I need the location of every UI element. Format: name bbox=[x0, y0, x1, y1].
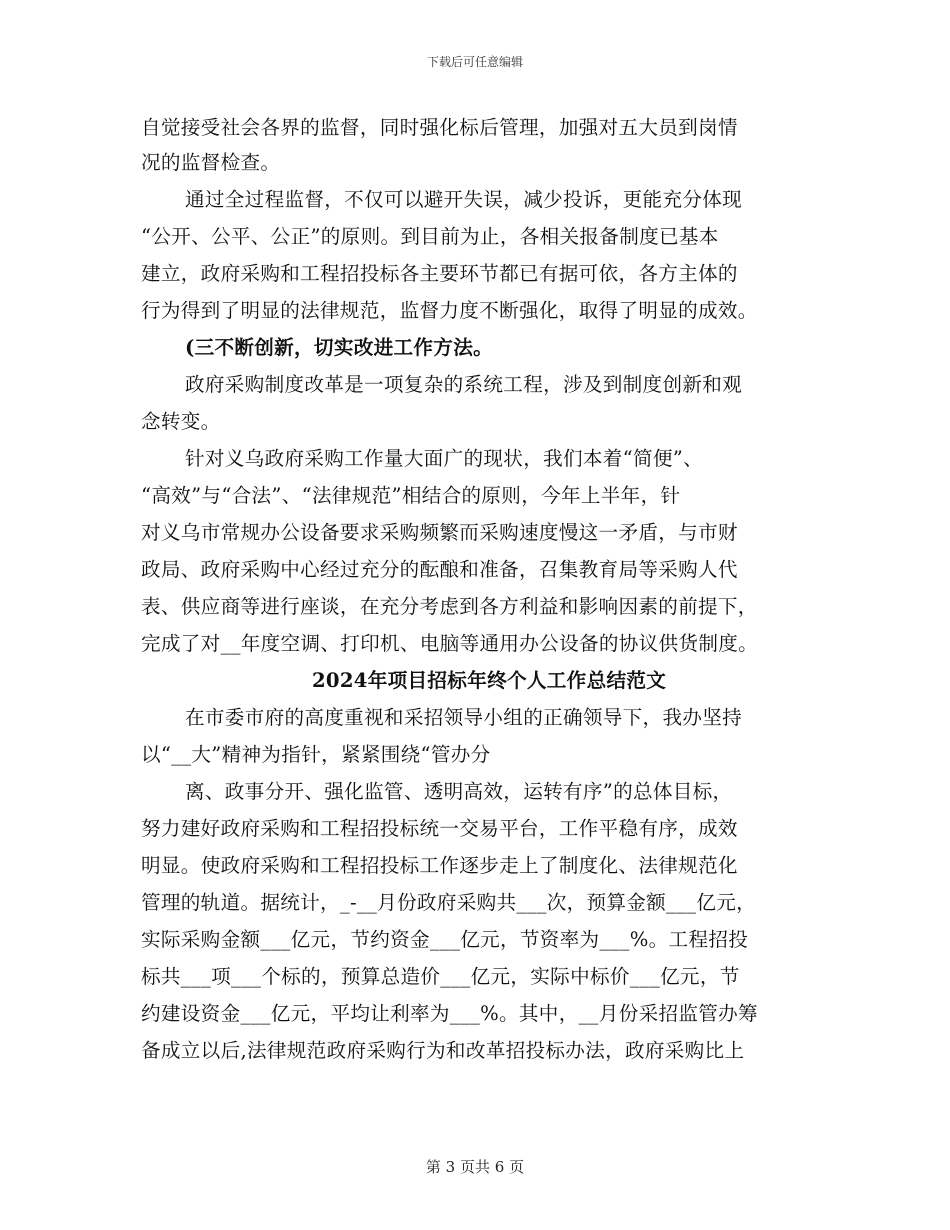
body-line: 对义乌市常规办公设备要求采购频繁而采购速度慢这一矛盾，与市财 bbox=[141, 521, 738, 544]
body-line: 自觉接受社会各界的监督，同时强化标后管理，加强对五大员到岗情 bbox=[141, 116, 738, 139]
body-line: 建立，政府采购和工程招投标各主要环节都已有据可依，各方主体的 bbox=[141, 262, 738, 285]
body-line: 标共___项___个标的，预算总造价___亿元，实际中标价___亿元，节 bbox=[141, 965, 740, 988]
section-heading: (三不断创新，切实改进工作方法。 bbox=[185, 336, 493, 359]
body-line: 管理的轨道。据统计，_-__月份政府采购共___次，预算金额___亿元， bbox=[141, 891, 757, 914]
body-line: 离、政事分开、强化监管、透明高效，运转有序”的总体目标， bbox=[185, 780, 733, 803]
body-line: 行为得到了明显的法律规范，监督力度不断强化，取得了明显的成效。 bbox=[141, 299, 758, 322]
body-line: 政局、政府采购中心经过充分的酝酿和准备，召集教育局等采购人代 bbox=[141, 558, 738, 581]
body-line: 表、供应商等进行座谈，在充分考虑到各方利益和影响因素的前提下， bbox=[141, 595, 758, 618]
body-line: 实际采购金额___亿元，节约资金___亿元，节资率为___%。工程招投 bbox=[141, 928, 749, 951]
body-line: 备成立以后,法律规范政府采购行为和改革招投标办法，政府采购比上 bbox=[141, 1039, 745, 1062]
body-line: 以“__大”精神为指针，紧紧围绕“管办分 bbox=[141, 743, 491, 766]
body-line: 针对义乌政府采购工作量大面广的现状，我们本着“简便”、 bbox=[185, 447, 703, 470]
body-line: “公开、公平、公正”的原则。到目前为止，各相关报备制度已基本 bbox=[141, 225, 719, 248]
body-line: 明显。使政府采购和工程招投标工作逐步走上了制度化、法律规范化 bbox=[141, 854, 738, 877]
body-line: 通过全过程监督，不仅可以避开失误，减少投诉，更能充分体现 bbox=[185, 188, 743, 211]
body-line: 况的监督检查。 bbox=[141, 151, 281, 174]
body-line: “高效”与“合法”、“法律规范”相结合的原则，今年上半年，针 bbox=[141, 484, 681, 507]
body-line: 约建设资金___亿元，平均让利率为___%。其中，__月份采招监管办筹 bbox=[141, 1002, 758, 1025]
body-line: 政府采购制度改革是一项复杂的系统工程，涉及到制度创新和观 bbox=[185, 373, 743, 396]
page-header: 下载后可任意编辑 bbox=[426, 55, 523, 69]
body-line: 在市委市府的高度重视和采招领导小组的正确领导下，我办坚持 bbox=[185, 706, 743, 729]
document-title: 2024年项目招标年终个人工作总结范文 bbox=[312, 669, 667, 692]
page-number-footer: 第 3 页共 6 页 bbox=[425, 1158, 525, 1176]
body-line: 完成了对__年度空调、打印机、电脑等通用办公设备的协议供货制度。 bbox=[141, 632, 759, 655]
body-line: 念转变。 bbox=[141, 410, 221, 433]
body-line: 努力建好政府采购和工程招投标统一交易平台，工作平稳有序，成效 bbox=[141, 817, 738, 840]
